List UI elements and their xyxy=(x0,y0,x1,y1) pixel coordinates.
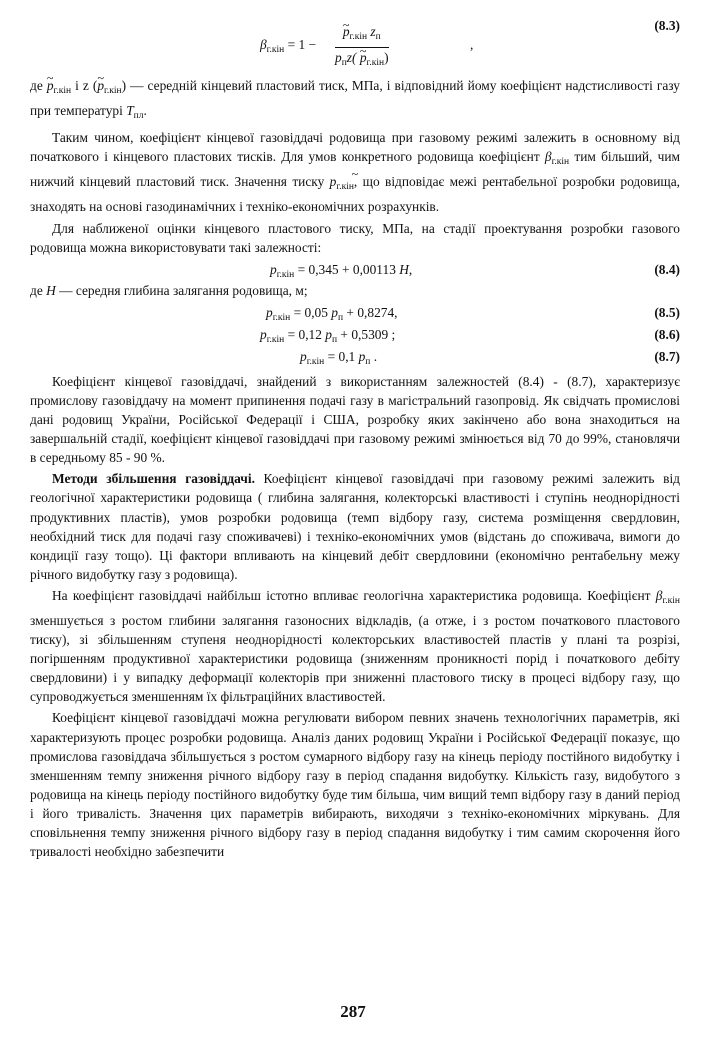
paragraph-2: Таким чином, коефіцієнт кінцевої газовіддачі родовища при газовому режимі залежить в основному від початкового і кінцевого пластових тисків. Для умов конкретного родовища коефіцієнт $\beta_{г.кін}$ тим більший, чим нижчий кінцевий пластовий тиск. Значення тиску ~ $p_{г.кін}$, що відповідає межі рентабельної розробки родовища, знаходять на основі газодинамічних і техніко-економічних розрахунків. xyxy=(30,128,680,216)
formula-8-3-lhs: $\beta_{г.кін} = 1$ − xyxy=(260,37,317,55)
paragraph-5: Коефіцієнт кінцевої газовіддачі, знайдений з використанням залежностей (8.4) - (8.7), характеризує промислову газовіддачу на момент припинення подачі газу в магістральний газопровід. Як свідчать промислові дані родовищ України, Російської Федерації і США, розробку яких закінчено або вона знаходиться на завершальній стадії, коефіцієнт кінцевої газовіддачі при газовому режимі змінюється від 70 до 99%, становлячи в середньому 85 - 90 %. xyxy=(30,373,680,466)
paragraph-6: Методи збільшення газовіддачі. Коефіцієнт кінцевої газовіддачі при газовому режимі залежить від геологічної характеристики родовища ( глибина залягання, колекторські властивості і ступінь неоднорідності продуктивних пластів), умов розробки родовища (темп відбору газу, система розміщення свердловин, необхідний тиск для подачі газу споживачеві) і техніко-економічних умов (відстань до споживача, вимоги до кондиції газу тощо). Ці фактори впливають на кінцевий дебіт свердловини (економічно рентабельну межу річного видобутку газу з родовища). xyxy=(30,471,680,582)
fraction-numerator: ~ $p_{г.кін}$ $z_п$ xyxy=(335,22,389,48)
formula-8-3: $\beta_{г.кін} = 1$ − ~ $p_{г.кін}$ $z_п$ $p_пz$( ~ $p_{г.кін}$) , (8.3) xyxy=(30,18,680,76)
formula-8-5: $p_{г.кін} = 0,05$ $p_п + 0,8274$, (8.5) xyxy=(30,302,680,324)
equation-number: (8.7) xyxy=(654,348,680,364)
paragraph-4: де H — середня глибина залягання родовища, м; xyxy=(30,282,308,298)
equation-number: (8.6) xyxy=(654,326,680,342)
fraction-denominator: $p_пz$( ~ $p_{г.кін}$) xyxy=(335,48,389,73)
paragraph-definitions: де ~ $p_{г.кін}$ і z (~ $p_{г.кін}$) — середній кінцевий пластовий тиск, МПа, і відповідний йому коефіцієнт надстисливості газу при температурі $T_{пл}$. xyxy=(30,76,680,126)
equation-number: (8.4) xyxy=(654,261,680,277)
page-number: 287 xyxy=(340,1002,366,1021)
equation-number: (8.5) xyxy=(654,304,680,320)
formula-8-3-fraction xyxy=(335,22,389,73)
paragraph-8: Коефіцієнт кінцевої газовіддачі можна регулювати вибором певних значень технологічних параметрів, які характеризують процес розробки родовища. Аналіз даних родовищ України і Російської Федерації показує, що промислова газовіддача збільшується з ростом сумарного відбору газу на кінець періоду постійного видобутку і зменшенням темпу зниження річного відбору газу в період спадання видобутку. Кількість газу, видобутого з родовища на кінець періоду постійного видобутку буде тим більша, чим вищий темп відбору газу в даний період і його тривалість. Значення цих параметрів вибирають, виходячи з техніко-економічних міркувань. Для сповільнення темпу зниження річного відбору газу в період спадання видобутку і тим самим скорочення його тривалості необхідно забезпечити xyxy=(30,710,680,860)
page-content xyxy=(30,18,680,863)
formula-8-7: $p_{г.кін} = 0,1$ $p_п$ . (8.7) xyxy=(30,346,680,368)
section-heading: Методи збільшення газовіддачі. xyxy=(52,471,255,487)
paragraph-3: Для наближеної оцінки кінцевого пластового тиску, МПа, на стадії проектування розробки газового родовища можна використовувати такі залежності: xyxy=(30,220,680,255)
formula-8-4: $p_{г.кін} = 0,345 + 0,00113$ H, (8.4) xyxy=(30,259,680,281)
equation-number: (8.3) xyxy=(654,18,680,33)
paragraph-7: На коефіцієнт газовіддачі найбільш істотно впливає геологічна характеристика родовища. Коефіцієнт $\beta_{г.кін}$ зменшується з ростом глибини залягання газоносних відкладів, (а отже, і з ростом початкового пластового тиску), зі збільшенням ступеня неоднорідності колекторських властивостей пластів у плані та розрізі, погіршенням продуктивної характеристики родовища (зниженням проникності порід і початкового дебіту свердловини) і у випадку деформації колекторів при зниженні пластового тиску в процесі відбору газу, що супроводжується зменшенням їх фільтраційних властивостей. xyxy=(30,587,680,705)
formula-8-6: $p_{г.кін} = 0,12$ $p_п + 0,5309$ ; (8.6) xyxy=(30,324,680,346)
